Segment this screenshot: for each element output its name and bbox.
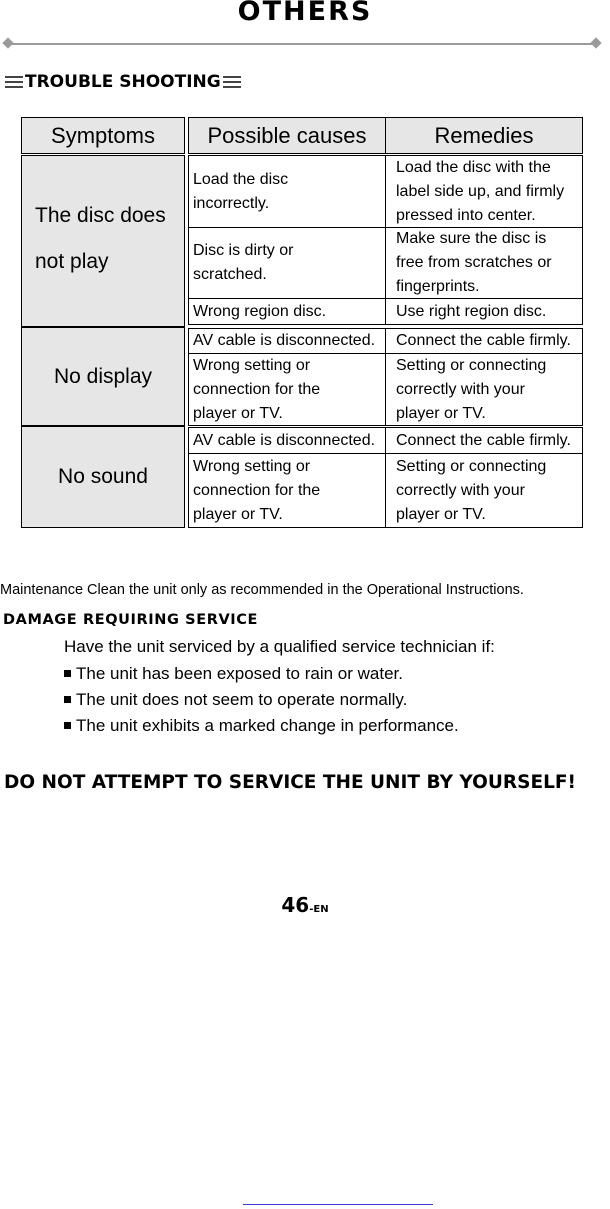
footer-link-underline[interactable]: [243, 1204, 433, 1205]
list-item: [64, 690, 407, 710]
table-row: [188, 353, 583, 426]
list-item: [64, 716, 459, 736]
table-row: [188, 328, 583, 354]
cause-cell: Wrong region disc.: [189, 299, 386, 324]
list-item: [64, 664, 403, 684]
table-row: [188, 227, 583, 299]
cause-cell: Disc is dirty or scratched.: [189, 228, 386, 298]
section-heading: [3, 72, 243, 92]
symptom-label: No sound: [58, 465, 148, 488]
damage-heading: DAMAGE REQUIRING SERVICE: [3, 612, 259, 628]
cause-cell: Wrong setting or connection for the player or TV.: [189, 354, 386, 425]
remedy-cell: Connect the cable firmly.: [396, 332, 571, 349]
rule-right-diamond: [590, 37, 601, 48]
list-item-text: The unit has been exposed to rain or water.: [76, 664, 403, 683]
remedy-cell: Connect the cable firmly.: [396, 431, 571, 449]
cause-cell: AV cable is disconnected.: [189, 329, 386, 353]
cause-cell: Load the disc incorrectly.: [189, 156, 386, 227]
symptom-line: not play: [35, 250, 109, 273]
header-causes-remedies: [188, 117, 583, 154]
symptom-label: No display: [53, 364, 153, 388]
header-remedies: [386, 118, 582, 153]
cause-cell: AV cable is disconnected.: [189, 428, 386, 453]
page-number: [0, 893, 610, 917]
remedy-cell: Setting or connecting correctly with your player or TV.: [396, 356, 547, 422]
page-title: OTHERS: [237, 0, 373, 27]
header-symptoms-label: Symptoms: [51, 122, 155, 148]
header-remedies-label: Remedies: [434, 122, 534, 148]
remedy-cell: Setting or connecting correctly with your player or TV.: [396, 457, 547, 523]
header-rule: [6, 43, 598, 45]
remedy-cell: Load the disc with the label side up, and firmly pressed into center.: [396, 158, 565, 224]
remedy-cell: Use right region disc.: [396, 302, 547, 320]
square-bullet-icon: [64, 722, 71, 729]
warning-text: DO NOT ATTEMPT TO SERVICE THE UNIT BY YOURSELF!: [4, 772, 576, 793]
square-bullet-icon: [64, 670, 71, 677]
table-row: [188, 298, 583, 325]
symptom-no-sound: [21, 426, 185, 528]
remedy-cell: Make sure the disc is free from scratches or fingerprints.: [396, 230, 552, 295]
list-item-text: The unit exhibits a marked change in performance.: [76, 716, 459, 735]
page-number-suffix: -EN: [309, 904, 329, 915]
square-bullet-icon: [64, 696, 71, 703]
cause-cell: Wrong setting or connection for the player or TV.: [189, 454, 386, 527]
page-number-value: 46: [281, 893, 310, 917]
header-causes: [189, 118, 386, 153]
maintenance-note: Maintenance Clean the unit only as recommended in the Operational Instructions.: [0, 582, 524, 598]
menu-lines-icon: [5, 76, 23, 88]
symptom-disc-not-play: [21, 155, 185, 327]
symptom-line: The disc does: [35, 204, 166, 227]
symptom-no-display: [21, 327, 185, 426]
table-row: [188, 155, 583, 228]
header-causes-label: Possible causes: [207, 122, 367, 148]
header-symptoms: [21, 117, 185, 154]
section-title: TROUBLE SHOOTING: [25, 72, 221, 92]
list-item-text: The unit does not seem to operate normally.: [76, 690, 408, 709]
table-row: [188, 427, 583, 454]
menu-lines-icon: [223, 76, 241, 88]
service-intro: Have the unit serviced by a qualified service technician if:: [64, 637, 495, 656]
table-row: [188, 453, 583, 528]
